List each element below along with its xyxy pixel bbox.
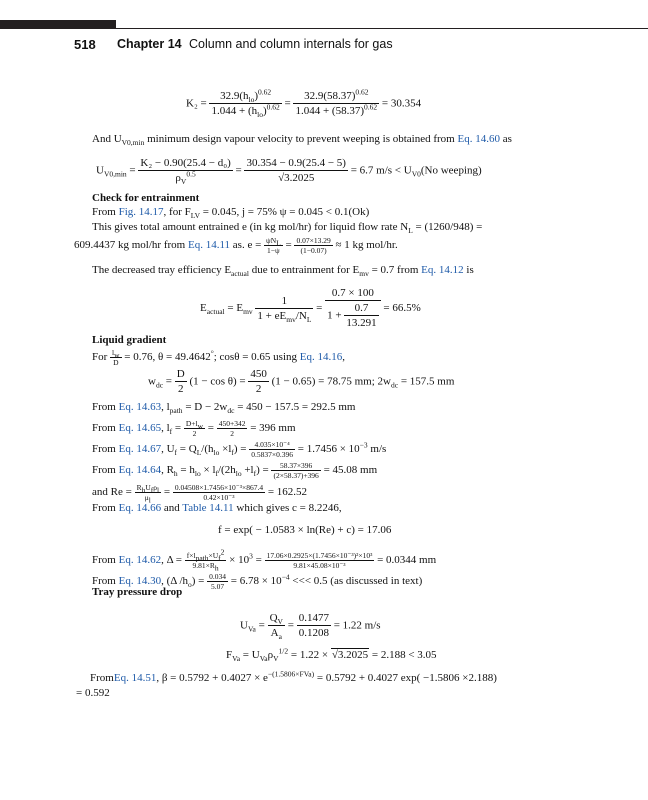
uv0-fraction-1: $\frac{\text{K₂ − 0.90(25.4 − d₀)}}{\rho_V^{0.5}}$	[140, 157, 231, 187]
reynolds-line: and Re = $\frac{R_hU_f\rho_l}{\mu_l}$ = $\frac{\text{0.04508×1.7456×10⁻³×867.4}}{\text{0.42×10⁻³}}$ = 162.52	[92, 483, 308, 504]
uf-line: From Eq. 14.67, $U_f = Q_L/(h_{lo} \times l_f)$ = $\frac{\text{4.035×10⁻⁴}}{0.5837\times 0.396}$ = $1.7456 \times 10^{-3}$ m/s	[92, 440, 387, 459]
entrainment-line-3: 609.4437 kg mol/hr from Eq. 14.11 as. e = $\frac{\psi N_L}{1-\psi}$ = $\frac{0.07\times 13.29}{(1-0.07)}$ ≈ 1 kg mol/hr.	[74, 236, 398, 255]
link-eq-14-65[interactable]: Eq. 14.65	[118, 422, 162, 435]
entrainment-line-4: The decreased tray efficiency $E_{actual}$ due to entrainment for $E_{mv} = 0.7$ from Eq. 14.12 is	[92, 264, 474, 279]
link-eq-14-64[interactable]: Eq. 14.64	[118, 464, 162, 477]
link-eq-14-12[interactable]: Eq. 14.12	[421, 264, 464, 276]
link-fig-14-17[interactable]: Fig. 14.17	[118, 206, 164, 218]
friction-equation: f = exp( − 1.0583 × ln(Re) + c) = 17.06	[218, 524, 392, 536]
pressure-drop-heading: Tray pressure drop	[92, 586, 183, 598]
link-eq-14-51[interactable]: Eq. 14.51	[113, 672, 157, 684]
liquid-gradient-heading: Liquid gradient	[92, 334, 167, 346]
link-eq-14-11[interactable]: Eq. 14.11	[187, 239, 231, 252]
e-actual-fraction-2: 0.7 × 100 1 + $\frac{0.7}{13.291}$	[325, 288, 380, 329]
k2-equation: K₂ = $\frac{32.9(h_{lo})^{0.62}}{1.044 + (h_{lo})^{0.62}}$ = $\frac{32.9(58.37)^{0.62}}{1.044 + (58.37)^{0.62}}$ = 30.354	[186, 87, 422, 120]
uva-equation: $U_{Va}$ = $\frac{Q_V}{A_a}$ = $\frac{0.1477}{0.1208}$ = 1.22 m/s	[240, 612, 381, 642]
chapter-title: Column and column internals for gas	[189, 37, 393, 51]
e-actual-equation: $E_{actual} = E_{mv}$ $\frac{1}{1 + eE_{mv}/N_L}$ = 0.7 × 100 1 + $\frac{0.7}{13.291}$ = 66.5%	[200, 287, 421, 329]
e-actual-nested-fraction: $\frac{0.7}{13.291}$	[346, 302, 377, 329]
entrainment-line-2: This gives total amount entrained e (in kg mol/hr) for liquid flow rate $N_L = (1260/948)$ =	[92, 221, 483, 236]
chapter-label: Chapter 14	[117, 37, 182, 51]
beta-line: FromEq. 14.51, $\beta = 0.5792 + 0.4027 \times e^{-(1.5806\times FVa)} = 0.5792 + 0.4027$ exp( −1.5806 ×2.188)	[90, 669, 497, 684]
k2-fraction-2: $\frac{32.9(58.37)^{0.62}}{1.044 + (58.37)^{0.62}}$	[295, 87, 378, 117]
link-table-14-11[interactable]: Table 14.11	[182, 502, 234, 514]
e-actual-fraction-1: $\frac{1}{1 + eE_{mv}/N_L}$	[257, 294, 312, 324]
beta-result: = 0.592	[76, 687, 110, 699]
liquid-line-1: For $\frac{l_w}{D}$ = 0.76, θ = 49.4642°; cosθ = 0.65 using Eq. 14.16,	[92, 348, 345, 367]
lf-line: From Eq. 14.65, $l_f$ = $\frac{D+l_w}{2}$ = $\frac{450+342}{2}$ = 396 mm	[92, 419, 296, 438]
link-eq-14-16[interactable]: Eq. 14.16	[299, 351, 343, 364]
wdc-equation: $w_{dc}$ = $\frac{D}{2}$ (1 − cos θ) = $\frac{450}{2}$ (1 − 0.65) = 78.75 mm; $2w_{dc} = 157.5$ mm	[148, 368, 455, 395]
link-eq-14-30[interactable]: Eq. 14.30	[118, 575, 162, 588]
lpath-line: From Eq. 14.63, $l_{path} = D - 2w_{dc} = 450 - 157.5 = 292.5$ mm	[92, 401, 356, 416]
k2-fraction-1: $\frac{32.9(h_{lo})^{0.62}}{1.044 + (h_{lo})^{0.62}}$	[211, 87, 280, 120]
ratio-line: From Eq. 14.30, (Δ $/h_o$) = $\frac{0.034}{5.07}$ = $6.78 \times 10^{-4}$ <<< 0.5 (as discussed in text)	[92, 572, 423, 591]
c-value-line: From Eq. 14.66 and Table 14.11 which gives c = 8.2246,	[92, 502, 342, 514]
link-eq-14-62[interactable]: Eq. 14.62	[118, 554, 162, 567]
min-velocity-text: And $U_{V0,min}$ minimum design vapour velocity to prevent weeping is obtained from Eq. 14.60 as	[92, 133, 512, 148]
uv0-equation: $U_{V0,min}$ = $\frac{\text{K₂ − 0.90(25.4 − d₀)}}{\rho_V^{0.5}}$ = $\frac{30.354 - 0.9(25.4 - 5)}{√3.2025}$ = 6.7 $m/s < U_{V0}(No$ weeping)	[96, 157, 482, 187]
link-eq-14-60[interactable]: Eq. 14.60	[457, 133, 500, 145]
link-eq-14-67[interactable]: Eq. 14.67	[118, 443, 162, 456]
rh-line: From Eq. 14.64, $R_h = h_{lo} \times l_f/(2h_{lo} +l_f)$ = $\frac{58.37\times 396}{(2\times 58.37)+396}$ = 45.08 mm	[92, 461, 378, 480]
fva-equation: $F_{Va} = U_{Va}\rho_V^{1/2} = 1.22 \times √3.2025 = 2.188 < 3.05$	[226, 646, 437, 664]
header-rule	[116, 28, 648, 29]
page-number: 518	[74, 37, 96, 52]
entrainment-line-1: From Fig. 14.17, for $F_{LV} = 0.045$, j = 75% ψ = 0.045 < 0.1(Ok)	[92, 206, 370, 221]
entrain-fraction-1: $\frac{\psi N_L}{1-\psi}$	[266, 236, 281, 255]
entrain-fraction-2: $\frac{0.07\times 13.29}{(1-0.07)}$	[296, 236, 331, 255]
header-bar	[0, 20, 116, 29]
uv0-fraction-2: $\frac{30.354 - 0.9(25.4 - 5)}{√3.2025}$	[246, 157, 346, 184]
delta-line: From Eq. 14.62, Δ = $\frac{f\times l_{path}\times U_f^2}{9.81\times R_h}$ × $10^3$ = $\frac{\text{17.06×0.2925×(1.7456×10⁻³)²×10³}}{\text{9.81×45.08×10⁻³}}$ = 0.0344 mm	[92, 547, 437, 572]
link-eq-14-66[interactable]: Eq. 14.66	[118, 502, 162, 514]
link-eq-14-63[interactable]: Eq. 14.63	[118, 401, 162, 413]
entrainment-heading: Check for entrainment	[92, 192, 200, 204]
